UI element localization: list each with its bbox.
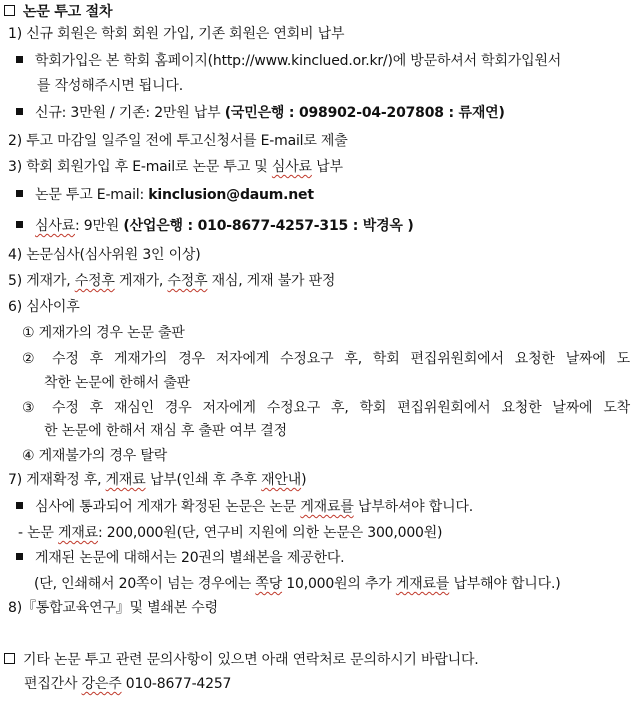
step-3-fee <box>16 216 414 236</box>
step-5-text: 5) 게재가, <box>8 273 75 289</box>
review-fee-amount: : 9만원 <box>74 218 120 234</box>
step-7-underlined: 게재료 <box>105 472 146 488</box>
publication-fee-word: 게재료를 <box>300 499 354 515</box>
filled-square-bullet-icon <box>16 502 23 509</box>
step-5-text: 재심, 게재 불가 판정 <box>207 273 336 289</box>
step-7-text: 7) 게재확정 후, <box>8 472 106 488</box>
step-6-item-4: ④ 게재불가의 경우 탈락 <box>22 448 168 464</box>
section-title-text: 논문 투고 절차 <box>23 4 113 20</box>
contact-person <box>24 674 231 694</box>
note-text: 10,000원의 추가 <box>282 576 396 592</box>
square-bullet-icon <box>4 5 15 16</box>
step-7-text: ) <box>301 472 307 488</box>
note-underlined: 게재료를 <box>395 576 450 592</box>
step-7-bullet-2 <box>16 548 344 568</box>
step-1-bullet-1 <box>16 51 561 71</box>
step-1-bullet-2 <box>16 103 505 123</box>
membership-bank-account: (국민은행 : 098902-04-207808 : 류재연) <box>224 105 505 121</box>
step-6-item-1: ① 게재가의 경우 논문 출판 <box>22 325 185 341</box>
note-text: 납부해야 합니다.) <box>449 576 561 592</box>
step-6-item-2-continued: 착한 논문에 한해서 출판 <box>44 375 190 391</box>
fee-amount-value: : 200,000원(단, 연구비 지원에 의한 논문은 300,000원) <box>98 525 443 541</box>
step-8: 8)『통합교육연구』및 별쇄본 수령 <box>8 600 218 616</box>
fee-amount-text: - 논문 <box>18 525 59 541</box>
signup-instruction-text: 학회가입은 본 학회 홈페이지(http://www.kinclued.or.kr/)에 방문하셔서 학회가입원서 <box>35 53 562 69</box>
step-5-underlined: 수정후 <box>167 273 208 289</box>
step-7 <box>8 470 306 490</box>
step-5-text: 게재가, <box>114 273 168 289</box>
filled-square-bullet-icon <box>16 108 23 115</box>
step-7-underlined: 재안내 <box>261 472 302 488</box>
step-6-item-3: ③ 수정 후 재심인 경우 저자에게 수정요구 후, 학회 편집위원회에서 요청한 날짜에 도착 <box>22 400 630 416</box>
step-4: 4) 논문심사(심사위원 3인 이상) <box>8 247 201 263</box>
contact-notice <box>4 650 479 670</box>
note-text: (단, 인쇄해서 20쪽이 넘는 경우에는 <box>34 576 256 592</box>
review-fee-bank-account: (산업은행 : 010-8677-4257-315 : 박경옥 ) <box>123 218 414 234</box>
step-3-email <box>16 185 314 205</box>
square-bullet-icon <box>4 653 15 664</box>
step-3-text-end: 납부 <box>311 159 343 175</box>
filled-square-bullet-icon <box>16 553 23 560</box>
contact-role: 편집간사 <box>24 676 82 692</box>
step-2: 2) 투고 마감일 일주일 전에 투고신청서를 E-mail로 제출 <box>8 133 348 149</box>
step-5-underlined: 수정후 <box>74 273 115 289</box>
step-6-item-2: ② 수정 후 게재가의 경우 저자에게 수정요구 후, 학회 편집위원회에서 요청한 날짜에 도 <box>22 351 630 367</box>
submission-email[interactable]: kinclusion@daum.net <box>148 187 314 203</box>
step-7-text: 납부(인쇄 후 추후 <box>145 472 262 488</box>
filled-square-bullet-icon <box>16 221 23 228</box>
step-5 <box>8 271 335 291</box>
step-7-note <box>34 574 560 594</box>
step-7-fee-amount <box>18 523 442 543</box>
fee-amount-underlined: 게재료 <box>58 525 98 541</box>
step-6: 6) 심사이후 <box>8 299 80 315</box>
step-6-item-3-continued: 한 논문에 한해서 재심 후 출판 여부 결정 <box>44 423 287 439</box>
note-underlined: 쪽당 <box>255 576 283 592</box>
contact-name: 강은주 <box>81 676 122 692</box>
step-7-bullet-1 <box>16 497 473 517</box>
review-fee-label: 심사료 <box>35 218 75 234</box>
review-fee-word: 심사료 <box>271 159 312 175</box>
step-1: 1) 신규 회원은 학회 회원 가입, 기존 회원은 연회비 납부 <box>8 26 345 42</box>
step-3 <box>8 157 343 177</box>
section-title <box>4 2 112 22</box>
membership-fee-text: 신규: 3만원 / 기존: 2만원 납부 <box>35 105 221 121</box>
filled-square-bullet-icon <box>16 56 23 63</box>
step-1-bullet-1-continued: 를 작성해주시면 됩니다. <box>37 78 183 94</box>
publication-fee-text-end: 납부하셔야 합니다. <box>353 499 473 515</box>
publication-fee-text: 심사에 통과되어 게재가 확정된 논문은 논문 <box>35 499 301 515</box>
offprint-text: 게재된 논문에 대해서는 20권의 별쇄본을 제공한다. <box>35 550 345 566</box>
contact-notice-text: 기타 논문 투고 관련 문의사항이 있으면 아래 연락처로 문의하시기 바랍니다. <box>23 652 479 668</box>
filled-square-bullet-icon <box>16 190 23 197</box>
step-3-text: 3) 학회 회원가입 후 E-mail로 논문 투고 및 <box>8 159 272 175</box>
email-label: 논문 투고 E-mail: <box>35 187 145 203</box>
contact-phone[interactable]: 010-8677-4257 <box>121 676 232 692</box>
